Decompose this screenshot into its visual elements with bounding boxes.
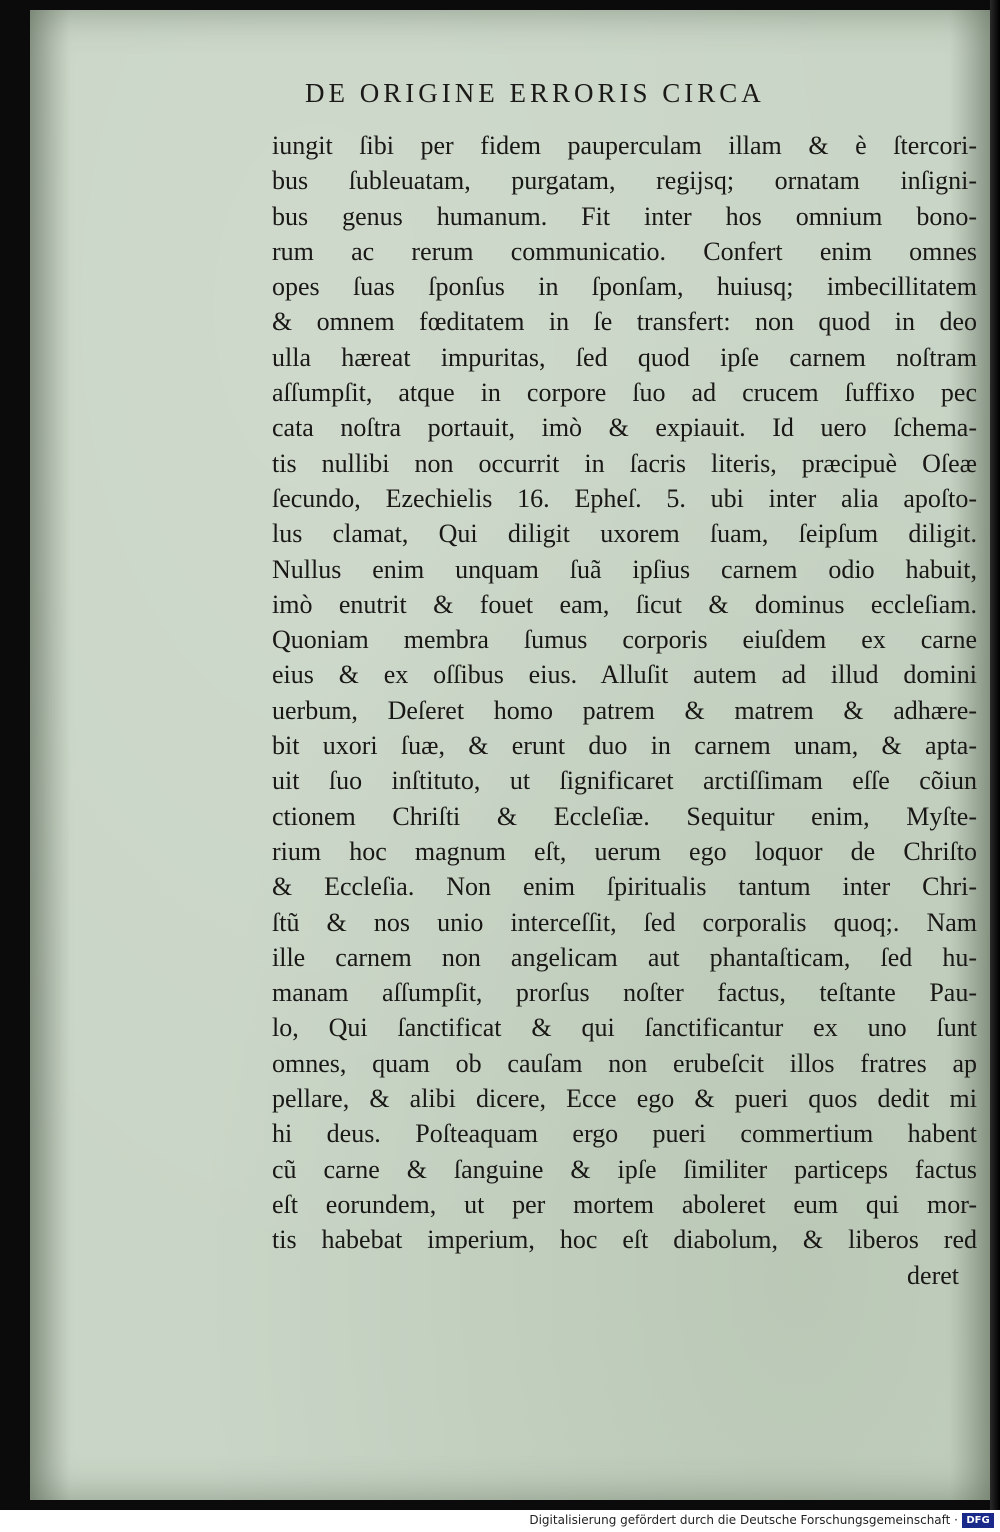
text-line: cata noſtra portauit, imò & expiauit. Id uero ſchema- (272, 413, 977, 443)
text-line: opes ſuas ſponſus in ſponſam, huiusq; imbecillitatem (272, 272, 977, 302)
text-line: manam aſſumpſit, prorſus noſter factus, teſtante Pau- (272, 978, 977, 1008)
text-line: lo, Qui ſanctificat & qui ſanctificantur ex uno ſunt (272, 1013, 977, 1043)
text-line: ctionem Chriſti & Eccleſiæ. Sequitur enim, Myſte- (272, 801, 977, 831)
text-line: lus clamat, Qui diligit uxorem ſuam, ſeipſum diligit. (272, 519, 977, 549)
funding-credit: Digitalisierung gefördert durch die Deutsche Forschungsgemeinschaft · (529, 1513, 958, 1527)
catchword: deret (907, 1260, 959, 1290)
page-edge-shadow (990, 0, 1000, 1510)
body-text (272, 128, 977, 1293)
text-line: eius & ex oſſibus eius. Alluſit autem ad illud domini (272, 660, 977, 690)
text-line: & Eccleſia. Non enim ſpiritualis tantum inter Chri- (272, 872, 977, 902)
text-line: pellare, & alibi dicere, Ecce ego & pueri quos dedit mi (272, 1084, 977, 1114)
text-line: Quoniam membra ſumus corporis eiuſdem ex carne (272, 625, 977, 655)
digitization-footer (0, 1510, 1000, 1532)
text-line: bus ſubleuatam, purgatam, regijsq; ornatam inſigni- (272, 166, 977, 196)
text-line: & omnem fœditatem in ſe transfert: non quod in deo (272, 307, 977, 337)
text-line: eſt eorundem, ut per mortem aboleret eum qui mor- (272, 1189, 977, 1219)
text-line: ſecundo, Ezechielis 16. Epheſ. 5. ubi inter alia apoſto- (272, 483, 977, 513)
text-line: uerbum, Deſeret homo patrem & matrem & adhære- (272, 695, 977, 725)
text-line: uit ſuo inſtituto, ut ſignificaret arctiſſimam eſſe cõiun (272, 766, 977, 796)
text-line: cũ carne & ſanguine & ipſe ſimiliter particeps factus (272, 1154, 977, 1184)
running-head: DE ORIGINE ERRORIS CIRCA (305, 78, 765, 108)
text-line: rium hoc magnum eſt, uerum ego loquor de Chriſto (272, 836, 977, 866)
text-line: aſſumpſit, atque in corpore ſuo ad crucem ſuffixo pec (272, 378, 977, 408)
text-line: tis habebat imperium, hoc eſt diabolum, & liberos red (272, 1225, 977, 1255)
text-line: iungit ſibi per fidem pauperculam illam & è ſtercori- (272, 131, 977, 160)
text-line: ille carnem non angelicam aut phantaſticam, ſed hu- (272, 942, 977, 972)
text-line: hi deus. Poſteaquam ergo pueri commertium habent (272, 1119, 977, 1149)
text-line: ulla hæreat impuritas, ſed quod ipſe carnem noſtram (272, 342, 977, 372)
text-line: rum ac rerum communicatio. Confert enim omnes (272, 236, 977, 266)
text-line: bus genus humanum. Fit inter hos omnium bono- (272, 201, 977, 231)
text-line: Nullus enim unquam ſuã ipſius carnem odio habuit, (272, 554, 977, 584)
dfg-logo: DFG (962, 1513, 994, 1528)
text-line: bit uxori ſuæ, & erunt duo in carnem unam, & apta- (272, 731, 977, 761)
text-line: ſtũ & nos unio interceſſit, ſed corporalis quoq;. Nam (272, 907, 977, 937)
text-line: imò enutrit & fouet eam, ſicut & dominus eccleſiam. (272, 589, 977, 619)
text-line: tis nullibi non occurrit in ſacris literis, præcipuè Oſeæ (272, 448, 977, 478)
text-line: omnes, quam ob cauſam non erubeſcit illos fratres ap (272, 1048, 977, 1078)
